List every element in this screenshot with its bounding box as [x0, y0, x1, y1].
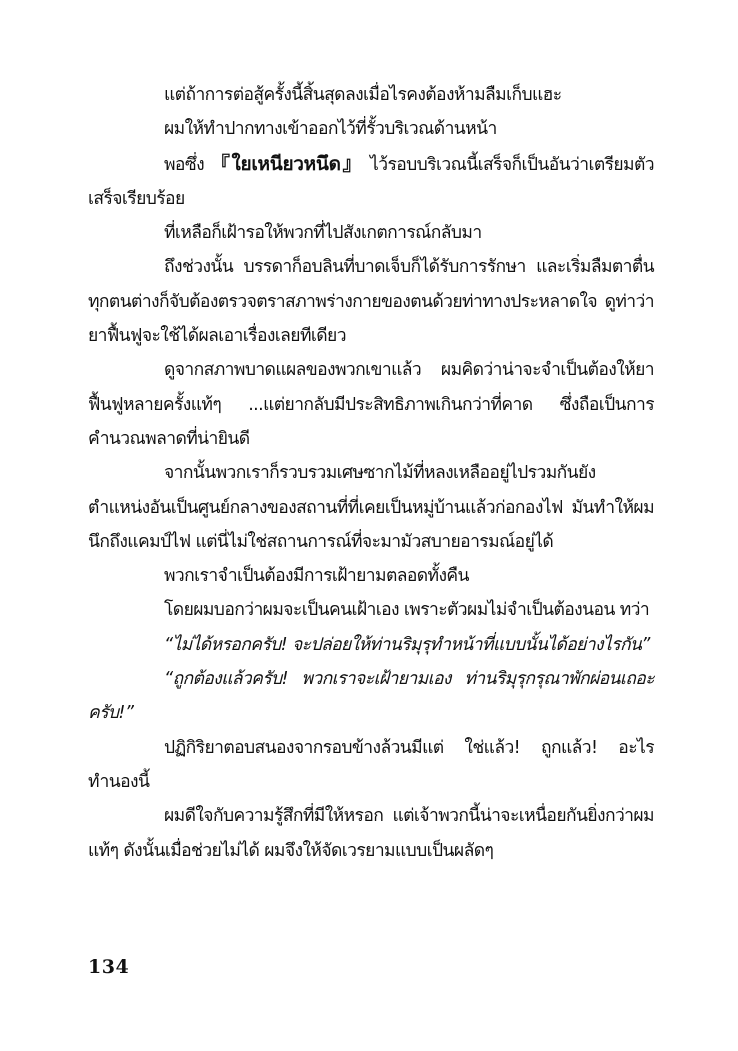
- paragraph-9: โดยผมบอกว่าผมจะเป็นคนเฝ้าเอง เพราะตัวผมไม่จำเป็นต้องนอน ทว่า: [164, 600, 650, 621]
- paragraph-3: [88, 147, 654, 217]
- paragraph-3-lead: พอซึ่ง: [164, 154, 211, 175]
- paragraph-2: ผมให้ทำปากทางเข้าออกไว้ที่รั้วบริเวณด้านหน้า: [164, 119, 497, 140]
- paragraph-6: ดูจากสภาพบาดแผลของพวกเขาแล้ว ผมคิดว่าน่าจะจำเป็นต้องให้ยาฟื้นฟูหลายครั้งแท้ๆ ...แต่ยากลับมีประสิทธิภาพเกินกว่าที่คาด ซึ่งถือเป็นการคำนวณพลาดที่น่ายินดี: [88, 360, 654, 449]
- paragraph-5: ถึงช่วงนั้น บรรดาก็อบลินที่บาดเจ็บก็ได้รับการรักษา และเริ่มลืมตาตื่น ทุกตนต่างก็จับต้องตรวจตราสภาพร่างกายของตนด้วยท่าทางประหลาดใจ ดูท่าว่ายาฟื้นฟูจะใช้ได้ผลเอาเรื่องเลยทีเดียว: [88, 257, 654, 347]
- paragraph-1: แต่ถ้าการต่อสู้ครั้งนี้สิ้นสุดลงเมื่อไรคงต้องห้ามลืมเก็บแฮะ: [164, 85, 562, 105]
- paragraph-8: พวกเราจำเป็นต้องมีการเฝ้ายามตลอดทั้งคืน: [164, 566, 469, 587]
- dialogue-2: “ถูกต้องแล้วครับ! พวกเราจะเฝ้ายามเอง ท่านริมุรุกรุณาพักผ่อนเถอะครับ!”: [88, 669, 654, 724]
- skill-name: 『ใยเหนียวหนึด』: [210, 152, 364, 175]
- paragraph-4: ที่เหลือก็เฝ้ารอให้พวกที่ไปสังเกตการณ์กลับมา: [164, 223, 482, 244]
- dialogue-1: “ไม่ได้หรอกครับ! จะปล่อยให้ท่านริมุรุทำหน้าที่แบบนั้นได้อย่างไรกัน”: [164, 634, 650, 655]
- paragraph-7: จากนั้นพวกเราก็รวบรวมเศษซากไม้ที่หลงเหลืออยู่ไปรวมกันยังตำแหน่งอันเป็นศูนย์กลางของสถานที่ที่เคยเป็นหมู่บ้านแล้วก่อกองไฟ มันทำให้ผมนึกถึงแคมป์ไฟ แต่นี่ไม่ใช่สถานการณ์ที่จะมามัวสบายอารมณ์อยู่ได้: [88, 463, 654, 552]
- page-number: 134: [88, 956, 130, 978]
- paragraph-3-rest: ไว้รอบบริเวณนี้เสร็จก็เป็นอันว่าเตรียมตัวเสร็จเรียบร้อย: [88, 154, 654, 209]
- paragraph-12: ปฏิกิริยาตอบสนองจากรอบข้างล้วนมีแต่ ใช่แล้ว! ถูกแล้ว! อะไรทำนองนี้: [88, 737, 654, 792]
- body-text: [88, 78, 654, 868]
- paragraph-13: ผมดีใจกับความรู้สึกที่มีให้หรอก แต่เจ้าพวกนี้น่าจะเหนื่อยกันยิ่งกว่าผมแท้ๆ ดังนั้นเมื่อช่วยไม่ได้ ผมจึงให้จัดเวรยามแบบเป็นผลัดๆ: [88, 806, 654, 861]
